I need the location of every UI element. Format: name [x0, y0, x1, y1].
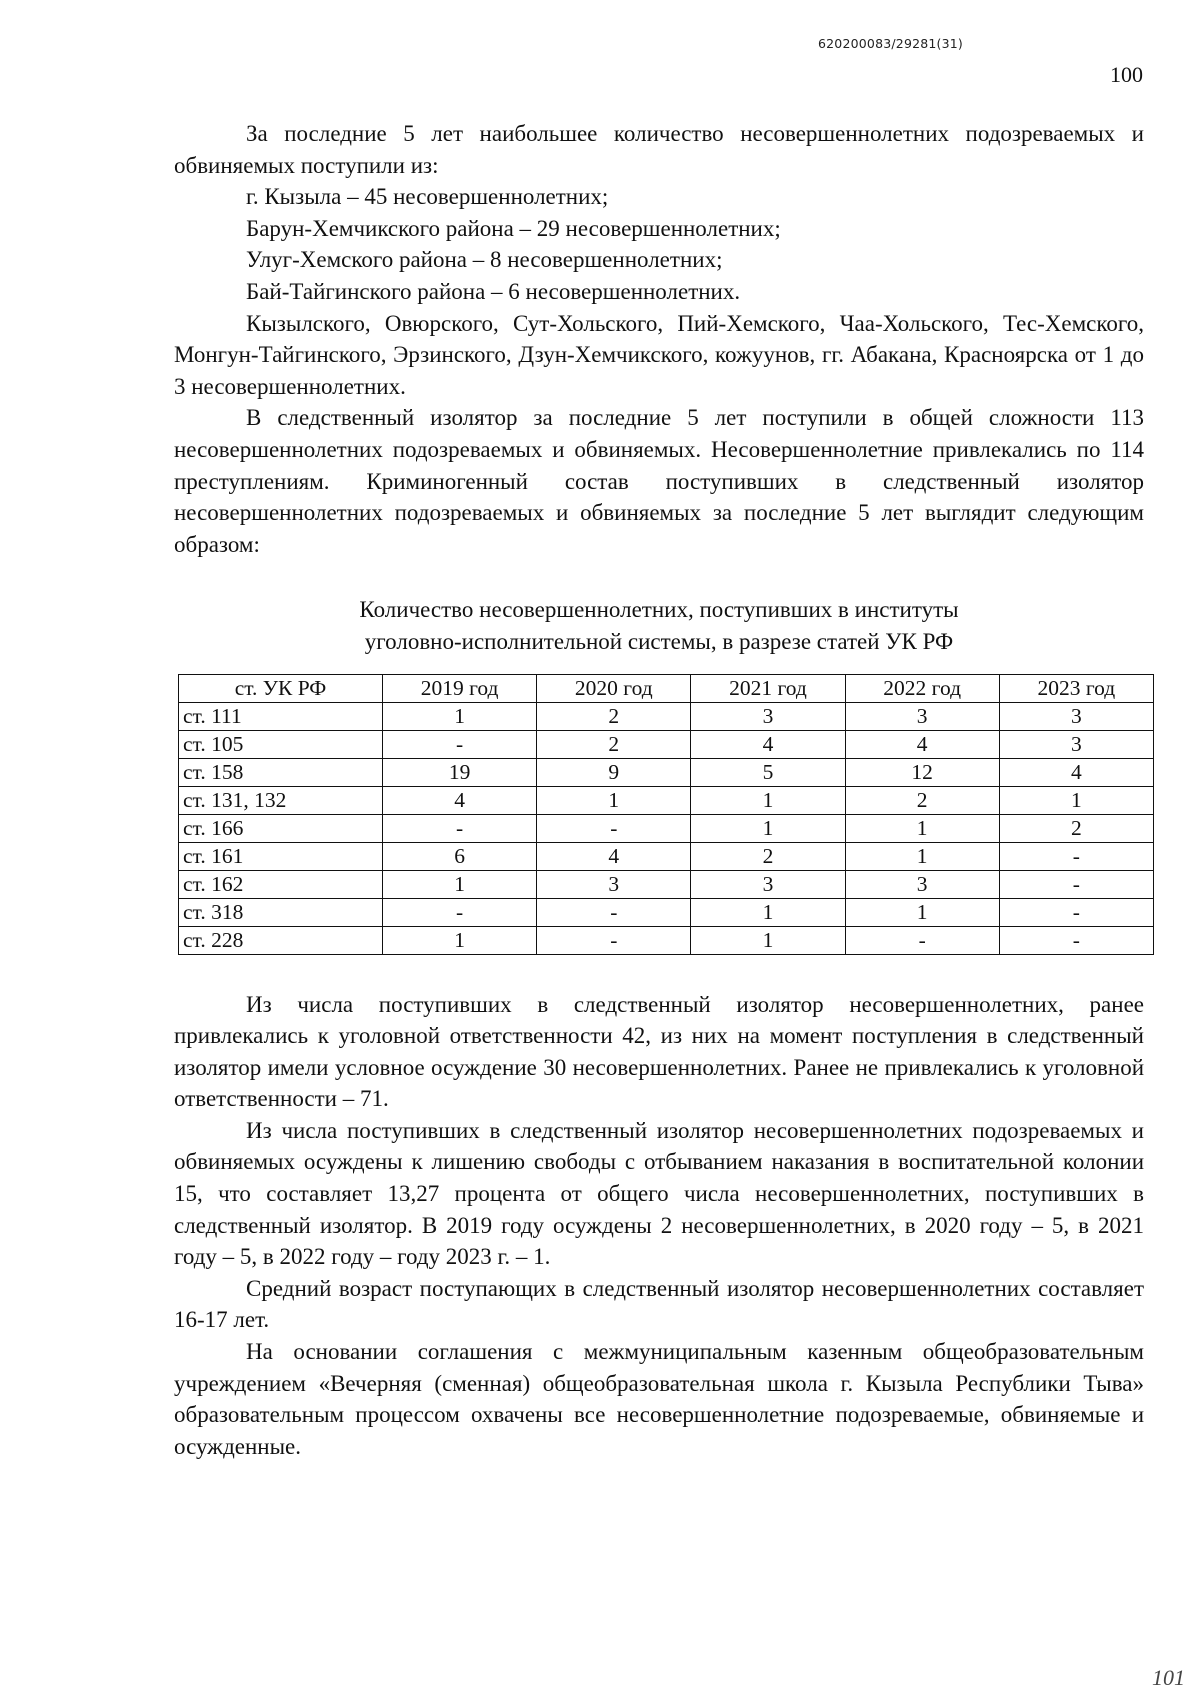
prior-record-paragraph: Из числа поступивших в следственный изолятор несовершеннолетних, ранее привлекались к уголовной ответственности 42, из них на момент поступления в следственный изолятор имели условное осуждение 30 несовершеннолетних. Ранее не привлекались к уголовной ответственности – 71. [174, 991, 1144, 1112]
table-cell: 4 [383, 786, 537, 814]
list-item: Бай-Тайгинского района – 6 несовершеннолетних. [246, 278, 741, 304]
table-header-row [179, 674, 1154, 702]
table-title-line: Количество несовершеннолетних, поступивших в институты [359, 597, 959, 623]
table-cell: 3 [845, 702, 999, 730]
column-header: 2023 год [999, 674, 1153, 702]
table-cell: 4 [691, 730, 845, 758]
table-cell: 2 [691, 842, 845, 870]
table-cell: 1 [691, 926, 845, 954]
column-header: 2019 год [383, 674, 537, 702]
table-cell: 1 [383, 702, 537, 730]
table-cell: ст. 166 [179, 814, 383, 842]
table-row [179, 898, 1154, 926]
column-header: 2022 год [845, 674, 999, 702]
table-row [179, 842, 1154, 870]
table-cell: 1 [537, 786, 691, 814]
sentencing-paragraph: Из числа поступивших в следственный изолятор несовершеннолетних подозреваемых и обвиняемых осуждены к лишению свободы с отбыванием наказания в воспитательной колонии 15, что составляет 13,27 процента от общего числа несовершеннолетних, поступивших в следственный изолятор. В 2019 году осуждены 2 несовершеннолетних, в 2020 году – 5, в 2021 году – 5, в 2022 году – году 2023 г. – 1. [174, 1117, 1144, 1270]
page-number: 100 [1110, 62, 1143, 87]
table-cell: 3 [999, 730, 1153, 758]
table-cell: ст. 162 [179, 870, 383, 898]
table-cell: - [999, 842, 1153, 870]
table-cell: - [537, 898, 691, 926]
table-cell: 3 [537, 870, 691, 898]
table-cell: - [999, 926, 1153, 954]
handwritten-page-mark: 101 [1152, 1665, 1185, 1690]
column-header: 2020 год [537, 674, 691, 702]
table-cell: 3 [845, 870, 999, 898]
table-cell: - [999, 898, 1153, 926]
table-cell: 2 [999, 814, 1153, 842]
table-cell: 1 [691, 898, 845, 926]
table-title-line: уголовно-исполнительной системы, в разрезе статей УК РФ [364, 628, 954, 654]
table-cell: 3 [691, 702, 845, 730]
table-cell: ст. 158 [179, 758, 383, 786]
table-cell: 1 [383, 870, 537, 898]
column-header: ст. УК РФ [179, 674, 383, 702]
table-cell: ст. 105 [179, 730, 383, 758]
document-id: 620200083/29281(31) [818, 36, 964, 51]
table-cell: 4 [999, 758, 1153, 786]
table-cell: ст. 111 [179, 702, 383, 730]
table-cell: - [537, 926, 691, 954]
table-row [179, 926, 1154, 954]
table-cell: 1 [383, 926, 537, 954]
table-cell: - [383, 730, 537, 758]
table-cell: 1 [845, 898, 999, 926]
table-cell: - [383, 898, 537, 926]
table-row [179, 814, 1154, 842]
table-cell: - [845, 926, 999, 954]
table-cell: 3 [999, 702, 1153, 730]
table-cell: 1 [845, 842, 999, 870]
column-header: 2021 год [691, 674, 845, 702]
table-cell: 1 [691, 786, 845, 814]
table-cell: - [999, 870, 1153, 898]
table-cell: 9 [537, 758, 691, 786]
table-cell: 2 [845, 786, 999, 814]
table-row [179, 730, 1154, 758]
intro-paragraph: За последние 5 лет наибольшее количество несовершеннолетних подозреваемых и обвиняемых поступили из: [174, 121, 1144, 178]
table-cell: 1 [999, 786, 1153, 814]
age-paragraph: Средний возраст поступающих в следственный изолятор несовершеннолетних составляет 16-17 лет. [174, 1275, 1144, 1333]
list-item: г. Кызыла – 45 несовершеннолетних; [246, 184, 609, 210]
table-cell: ст. 228 [179, 926, 383, 954]
table-cell: 2 [537, 702, 691, 730]
table-cell: 1 [691, 814, 845, 842]
regions-paragraph: Кызылского, Овюрского, Сут-Хольского, Пий-Хемского, Чаа-Хольского, Тес-Хемского, Монгун-Тайгинского, Эрзинского, Дзун-Хемчикского, кожуунов, гг. Абакана, Красноярска от 1 до 3 несовершеннолетних. [174, 310, 1144, 399]
table-row [179, 786, 1154, 814]
table-cell: - [537, 814, 691, 842]
list-item: Улуг-Хемского района – 8 несовершеннолетних; [246, 247, 723, 273]
table-cell: 4 [537, 842, 691, 870]
table-cell: ст. 318 [179, 898, 383, 926]
list-item: Барун-Хемчикского района – 29 несовершеннолетних; [246, 215, 781, 241]
table-row [179, 702, 1154, 730]
education-paragraph: На основании соглашения с межмуниципальным казенным общеобразовательным учреждением «Вечерняя (сменная) общеобразовательная школа г. Кызыла Республики Тыва» образовательным процессом охвачены все несовершеннолетние подозреваемые, обвиняемые и осужденные. [174, 1339, 1144, 1459]
table-cell: 6 [383, 842, 537, 870]
table-cell: 5 [691, 758, 845, 786]
table-row [179, 758, 1154, 786]
statistics-table [178, 674, 1154, 955]
table-title [174, 594, 1144, 657]
table-cell: 19 [383, 758, 537, 786]
summary-paragraph: В следственный изолятор за последние 5 лет поступили в общей сложности 113 несовершеннолетних подозреваемых и обвиняемых. Несовершеннолетние привлекались по 114 преступлениям. Криминогенный состав поступивших в следственный изолятор несовершеннолетних подозреваемых и обвиняемых за последние 5 лет выглядит следующим образом: [174, 405, 1144, 557]
table-cell: 1 [845, 814, 999, 842]
table-cell: 12 [845, 758, 999, 786]
table-cell: ст. 161 [179, 842, 383, 870]
table-cell: 2 [537, 730, 691, 758]
table-cell: 3 [691, 870, 845, 898]
table-cell: ст. 131, 132 [179, 786, 383, 814]
table-row [179, 870, 1154, 898]
table-cell: 4 [845, 730, 999, 758]
table-cell: - [383, 814, 537, 842]
document-body [174, 118, 1144, 1462]
